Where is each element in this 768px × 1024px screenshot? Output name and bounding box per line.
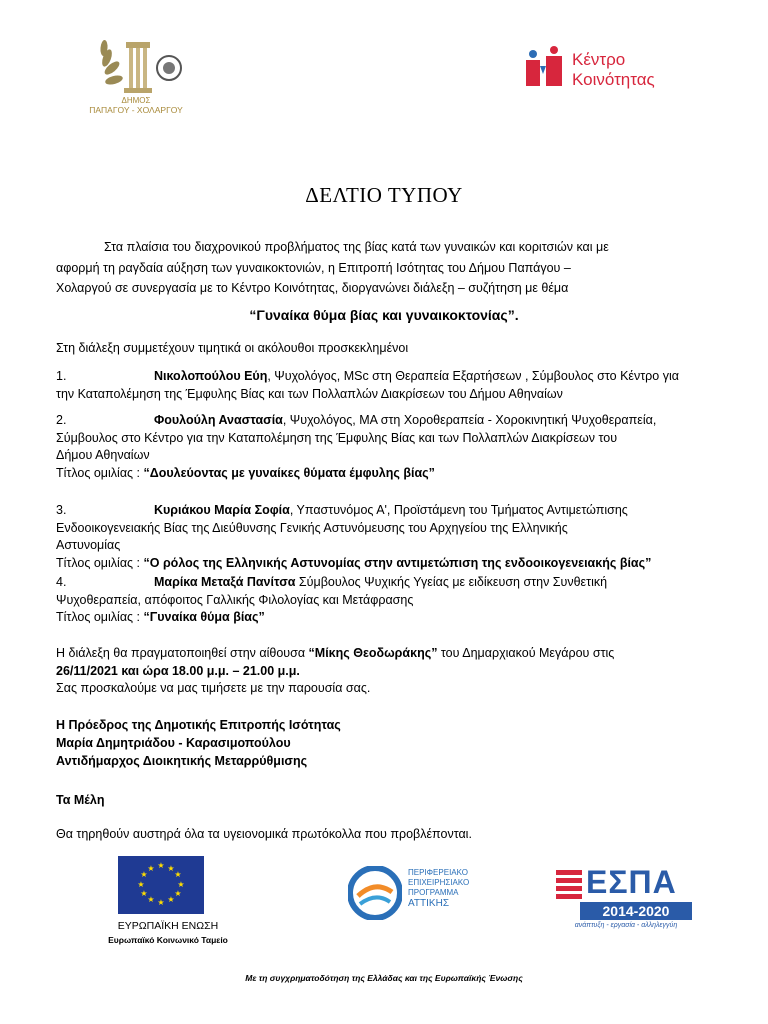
attica-line4: ΑΤΤΙΚΗΣ <box>408 898 449 909</box>
speaker-2-line1: , Ψυχολόγος, ΜΑ στη Χοροθεραπεία - Χοροκινητική Ψυχοθεραπεία, <box>282 413 657 427</box>
espa-motto: ανάπτυξη - εργασία - αλληλεγγύη <box>574 922 678 929</box>
eu-caption: ΕΥΡΩΠΑΪΚΗ ΕΝΩΣΗ <box>117 920 219 932</box>
municipality-name-line1: ΔΗΜΟΣ <box>121 96 151 105</box>
espa-logo <box>556 866 696 932</box>
speaker-2-name: Φουλούλη Αναστασία <box>154 413 283 427</box>
venue-info <box>56 645 716 698</box>
espa-years: 2014-2020 <box>580 902 692 920</box>
svg-text:★: ★ <box>167 864 175 873</box>
municipality-name-line2: ΠΑΠΑΓΟΥ - ΧΟΛΑΡΓΟΥ <box>89 105 183 115</box>
event-time-prefix: και ώρα <box>117 663 172 678</box>
svg-text:★: ★ <box>157 898 165 907</box>
community-logo-line1: Κέντρο <box>572 50 626 69</box>
attica-line2: ΕΠΙΧΕΙΡΗΣΙΑΚΟ <box>408 878 470 887</box>
event-date: 26/11/2021 <box>56 663 118 678</box>
speaker-3-talk-label: Τίτλος ομιλίας : <box>56 555 144 570</box>
signature-block <box>56 716 716 770</box>
speaker-3-line2: Ενδοοικογενειακής Βίας της Διεύθυνσης Γενικής Αστυνόμευσης του Αρχηγείου της Ελληνικής <box>56 520 568 535</box>
speaker-4-name: Μαρίκα Μεταξά Πανίτσα <box>154 575 296 589</box>
community-centre-logo <box>522 46 682 96</box>
community-people-icon <box>522 46 568 92</box>
municipality-logo <box>74 38 198 118</box>
speaker-2-talk-label: Τίτλος ομιλίας : <box>56 465 144 480</box>
attica-swirl-icon <box>348 866 402 920</box>
svg-text:★: ★ <box>140 889 148 898</box>
document-title: ΔΕΛΤΙΟ ΤΥΠΟΥ <box>305 183 463 207</box>
venue-line1-a: Η διάλεξη θα πραγματοποιηθεί στην αίθουσα <box>56 646 309 660</box>
speaker-4-talk-title: “Γυναίκα θύμα βίας” <box>143 610 265 624</box>
speaker-1-line1: , Ψυχολόγος, MSc στη Θεραπεία Εξαρτήσεων , Σύμβουλος στο Κέντρο για <box>267 369 679 383</box>
health-protocols-note: Θα τηρηθούν αυστηρά όλα τα υγειονομικά πρωτόκολλα που προβλέπονται. <box>56 827 472 841</box>
speaker-4 <box>56 574 716 627</box>
speaker-3-number: 3. <box>56 503 67 517</box>
svg-text:★: ★ <box>140 870 148 879</box>
speaker-1-number: 1. <box>56 369 67 383</box>
speaker-4-talk-label: Τίτλος ομιλίας : <box>56 610 144 624</box>
speaker-4-number: 4. <box>56 575 67 589</box>
speaker-3-line1: , Υπαστυνόμος Α', Προϊστάμενη του Τμήματος Αντιμετώπισης <box>289 503 628 517</box>
speaker-2-line3: Δήμου Αθηναίων <box>56 448 150 462</box>
speaker-4-line2: Ψυχοθεραπεία, απόφοιτος Γαλλικής Φιλολογίας και Μετάφρασης <box>56 592 414 607</box>
svg-text:★: ★ <box>174 870 182 879</box>
venue-line1-b: του Δημαρχιακού Μεγάρου στις <box>437 646 615 660</box>
venue-hall-name: “Μίκης Θεοδωράκης” <box>308 646 438 660</box>
speaker-2 <box>56 412 716 482</box>
eu-flag-icon <box>118 856 204 914</box>
svg-text:★: ★ <box>167 895 175 904</box>
attica-line3: ΠΡΟΓΡΑΜΜΑ <box>408 888 459 897</box>
community-logo-line2: Κοινότητας <box>572 70 655 89</box>
speaker-2-number: 2. <box>56 413 67 427</box>
attica-programme-logo <box>348 866 508 922</box>
participants-intro: Στη διάλεξη συμμετέχουν τιμητικά οι ακόλουθοι προσκεκλημένοι <box>56 341 409 355</box>
svg-text:★: ★ <box>157 861 165 870</box>
svg-text:★: ★ <box>137 880 145 889</box>
speaker-4-line1: Σύμβουλος Ψυχικής Υγείας με ειδίκευση στην Συνθετική <box>295 575 608 589</box>
cofunding-note: Με τη συγχρηματοδότηση της Ελλάδας και της Ευρωπαϊκής Ένωσης <box>245 973 523 983</box>
speaker-1-name: Νικολοπούλου Εύη <box>154 369 268 383</box>
esf-caption: Ευρωπαϊκό Κοινωνικό Ταμείο <box>108 935 228 945</box>
lecture-theme: “Γυναίκα θύμα βίας και γυναικοκτονίας”. <box>249 307 519 323</box>
intro-line-3: Χολαργού σε συνεργασία με το Κέντρο Κοινότητας, διοργανώνει διάλεξη – συζήτηση με θέμα <box>56 281 569 295</box>
svg-text:★: ★ <box>147 864 155 873</box>
intro-line-2: αφορμή τη ραγδαία αύξηση των γυναικοκτονιών, η Επιτροπή Ισότητας του Δήμου Παπάγου – <box>56 261 571 275</box>
invitation-line: Σας προσκαλούμε να μας τιμήσετε με την παρουσία σας. <box>56 681 371 695</box>
speaker-1-line2: την Καταπολέμηση της Έμφυλης Βίας και των Πολλαπλών Διακρίσεων του Δήμου Αθηναίων <box>56 386 563 401</box>
signature-title: Αντιδήμαρχος Διοικητικής Μεταρρύθμισης <box>56 754 308 768</box>
signature-role: Η Πρόεδρος της Δημοτικής Επιτροπής Ισότητας <box>56 718 341 732</box>
svg-text:★: ★ <box>174 889 182 898</box>
laurel-column-emblem-icon <box>74 38 198 96</box>
espa-name: ΕΣΠΑ <box>586 864 677 900</box>
speaker-3-name: Κυριάκου Μαρία Σοφία <box>154 503 290 517</box>
signature-name: Μαρία Δημητριάδου - Καρασιμοπούλου <box>56 736 291 750</box>
speaker-1 <box>56 368 716 403</box>
svg-text:★: ★ <box>147 895 155 904</box>
speaker-2-talk-title: “Δουλεύοντας με γυναίκες θύματα έμφυλης βίας” <box>143 465 435 480</box>
speaker-3-line3: Αστυνομίας <box>56 538 121 552</box>
espa-stripes-icon <box>556 870 582 900</box>
members-label: Τα Μέλη <box>56 793 105 807</box>
intro-line-1: Στα πλαίσια του διαχρονικού προβλήματος της βίας κατά των γυναικών και κοριτσιών και με <box>104 240 609 254</box>
speaker-3-talk-title: “Ο ρόλος της Ελληνικής Αστυνομίας στην αντιμετώπιση της ενδοοικογενειακής βίας” <box>143 555 652 570</box>
speaker-3 <box>56 502 716 572</box>
svg-text:★: ★ <box>177 880 185 889</box>
event-time: 18.00 μ.μ. – 21.00 μ.μ. <box>171 663 300 678</box>
speaker-2-line2: Σύμβουλος στο Κέντρο για την Καταπολέμηση της Έμφυλης Βίας και των Πολλαπλών Διακρίσεων του <box>56 430 618 445</box>
eu-logo <box>88 856 248 948</box>
attica-line1: ΠΕΡΙΦΕΡΕΙΑΚΟ <box>408 868 468 877</box>
